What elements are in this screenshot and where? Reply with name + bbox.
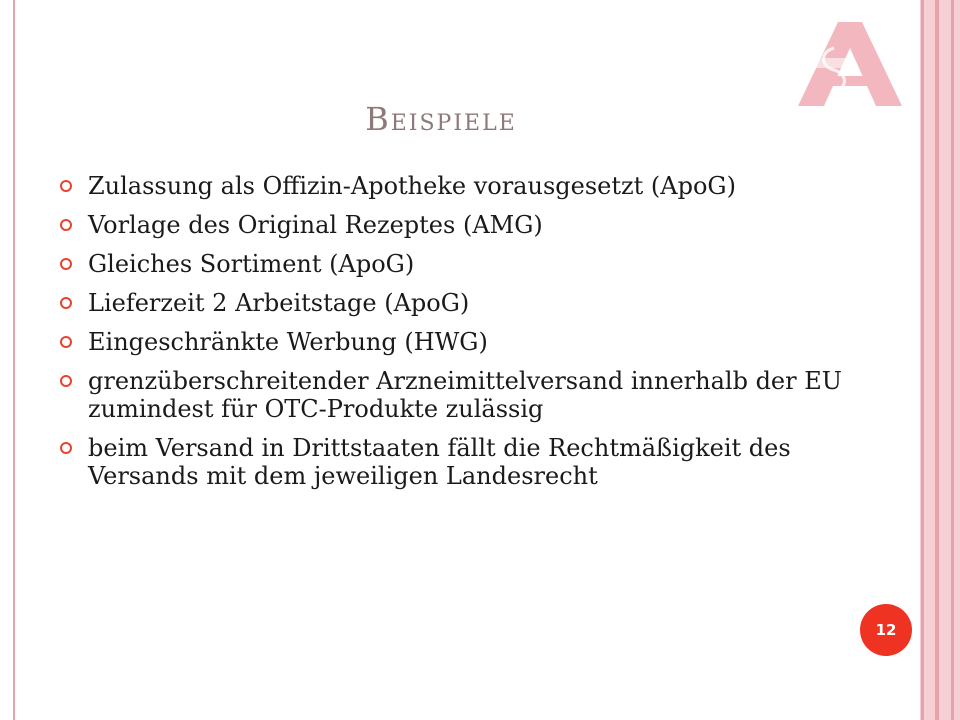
bullet-text: Vorlage des Original Rezeptes (AMG) (88, 211, 543, 239)
ring-bullet-icon (60, 336, 72, 348)
decor-stripe (951, 0, 954, 720)
bullet-list (60, 172, 850, 501)
bullet-item (60, 250, 850, 278)
ring-bullet-icon (60, 180, 72, 192)
ring-bullet-icon (60, 442, 72, 454)
ring-bullet-icon (60, 258, 72, 270)
decor-stripe (921, 0, 924, 720)
ring-bullet-icon (60, 219, 72, 231)
ring-bullet-icon (60, 297, 72, 309)
ring-bullet-icon (60, 375, 72, 387)
bullet-item (60, 434, 850, 490)
bullet-text: Gleiches Sortiment (ApoG) (88, 250, 415, 278)
bullet-item (60, 328, 850, 356)
pharmacy-a-icon (790, 18, 910, 110)
bullet-item (60, 367, 850, 423)
bullet-item (60, 289, 850, 317)
right-decor-band (920, 0, 960, 720)
bullet-text: Zulassung als Offizin-Apotheke vorausgesetzt (ApoG) (88, 172, 736, 200)
slide-title: Beispiele (365, 100, 517, 138)
page-number-badge: 12 (860, 604, 912, 656)
bullet-item (60, 211, 850, 239)
decor-stripe (935, 0, 939, 720)
bullet-text: grenzüberschreitender Arzneimittelversand innerhalb der EU zumindest für OTC-Produkte zulässig (88, 367, 842, 423)
bullet-text: Lieferzeit 2 Arbeitstage (ApoG) (88, 289, 470, 317)
bullet-item (60, 172, 850, 200)
bullet-text: beim Versand in Drittstaaten fällt die Rechtmäßigkeit des Versands mit dem jeweiligen Landesrecht (88, 434, 791, 490)
bullet-text: Eingeschränkte Werbung (HWG) (88, 328, 488, 356)
